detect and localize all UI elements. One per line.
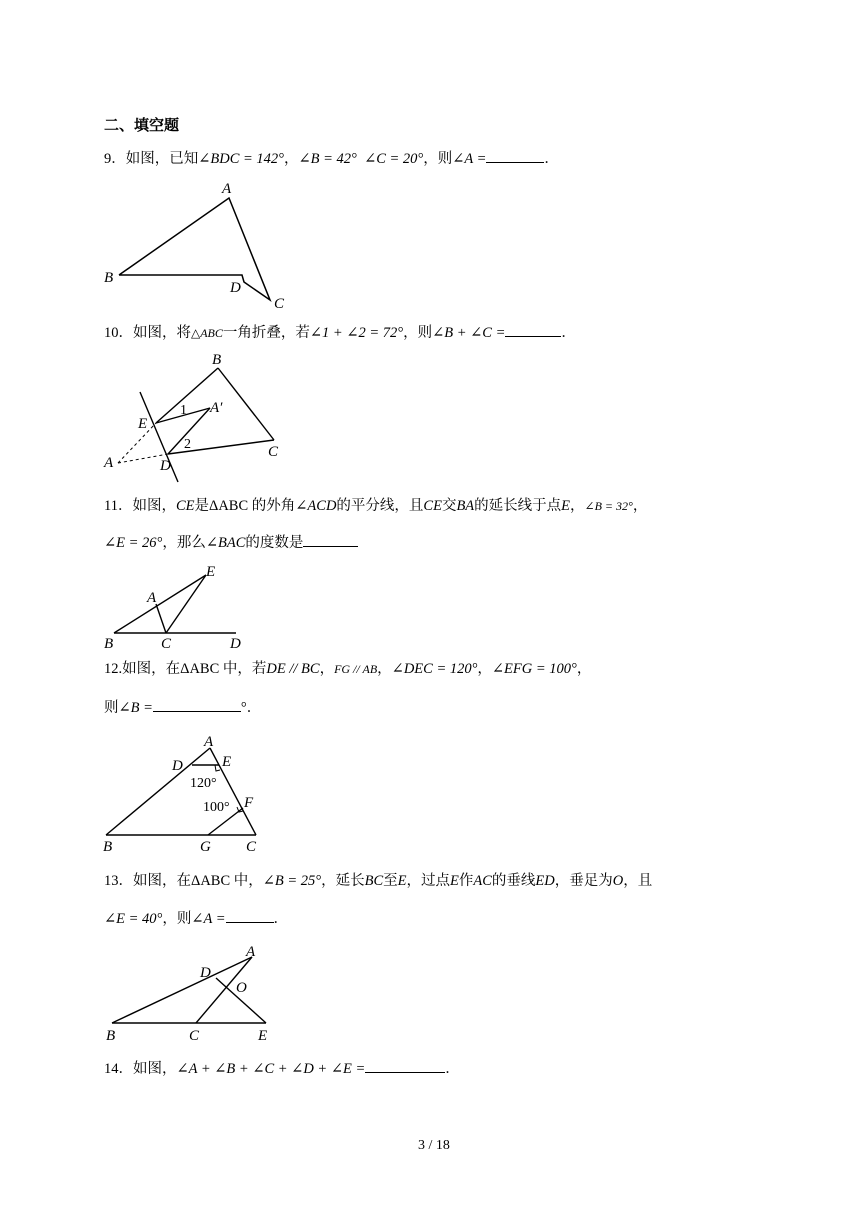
q12-line2-end: °．	[240, 700, 262, 716]
q13-prefix: 13．如图，在ΔABC 中，	[104, 873, 263, 889]
answer-blank[interactable]	[365, 1058, 445, 1073]
q9-prefix: 9．如图，已知	[104, 151, 199, 167]
q9-label-a: A	[222, 181, 232, 197]
q13-t7: ，且	[623, 873, 653, 889]
question-13-text-line2	[104, 908, 288, 929]
q10-label-2: 2	[184, 437, 191, 452]
q11-angle-b: ∠B = 32°	[584, 499, 633, 513]
q11-ce2: CE	[423, 498, 442, 514]
q12-angle-100: 100°	[203, 800, 230, 815]
q12-prefix: 12.如图，在ΔABC 中，若	[104, 661, 267, 677]
question-13-text	[104, 871, 652, 891]
q10-label-c: C	[268, 444, 279, 460]
q12-angle-efg: ∠EFG = 100°	[491, 661, 577, 677]
q13-line2-t: ，则	[162, 911, 192, 927]
q13-t2: 至	[383, 873, 398, 889]
q10-label-a: A	[104, 455, 114, 471]
q12-s3: ，	[477, 661, 492, 677]
q11-t3: 交	[441, 498, 457, 514]
q12-label-e: E	[222, 754, 232, 770]
q10-angle-bc: ∠B + ∠C =	[432, 325, 506, 341]
q11-label-b: B	[104, 636, 114, 652]
answer-blank[interactable]	[505, 322, 561, 337]
q11-angle-acd: ∠ACD	[295, 498, 337, 514]
q9-figure	[100, 178, 300, 313]
q12-angle-dec: ∠DEC = 120°	[391, 661, 478, 677]
q13-t4: 作	[458, 873, 474, 889]
q10-angle-sum: ∠1 + ∠2 = 72°	[309, 325, 404, 341]
answer-blank[interactable]	[153, 697, 241, 712]
q13-o: O	[612, 873, 624, 889]
q12-label-c: C	[246, 839, 257, 855]
q13-e2: E	[450, 873, 459, 889]
q13-ed: ED	[535, 873, 555, 889]
q11-label-a: A	[147, 590, 157, 606]
q14-end: ．	[445, 1061, 460, 1077]
q12-s4: ，	[576, 661, 592, 677]
q10-prefix: 10．如图，将	[104, 325, 191, 341]
q13-angle-e: ∠E = 40°	[104, 911, 163, 927]
q13-label-e: E	[258, 1028, 268, 1044]
q11-line2-t: ，那么	[162, 535, 206, 551]
question-12-text	[104, 659, 591, 679]
q12-label-b: B	[103, 839, 113, 855]
q11-t4: 的延长线于点	[474, 498, 562, 514]
q11-line2-end: 的度数是	[245, 535, 304, 551]
answer-blank[interactable]	[226, 908, 274, 923]
q12-label-a: A	[204, 734, 214, 750]
q10-label-1: 1	[180, 403, 187, 418]
q13-bc: BC	[364, 873, 384, 889]
q11-t6: ，	[632, 498, 648, 514]
question-10-text	[104, 322, 576, 343]
q11-t1: 是ΔABC 的外角	[194, 498, 296, 514]
q11-label-c: C	[161, 636, 172, 652]
answer-blank[interactable]	[486, 148, 544, 163]
q11-figure	[100, 562, 260, 652]
q11-label-d: D	[230, 636, 241, 652]
q12-label-g: G	[200, 839, 211, 855]
q9-sep1: ，	[283, 151, 299, 167]
q9-label-d: D	[230, 280, 241, 296]
q11-t5: ，	[570, 498, 585, 514]
q10-label-d: D	[160, 458, 171, 474]
q12-line2-pre: 则	[104, 700, 119, 716]
question-11-text-line2	[104, 532, 358, 553]
q13-label-d: D	[200, 965, 211, 981]
q12-de-parallel: DE // BC	[266, 661, 320, 677]
question-11-text	[104, 496, 647, 516]
q9-end: ．	[544, 151, 559, 167]
q9-mid: ，则	[423, 151, 453, 167]
section-title: 二、填空题	[104, 116, 180, 134]
q9-angle-bdc: ∠BDC = 142°	[198, 151, 284, 167]
q11-ce: CE	[175, 498, 195, 514]
q12-label-f: F	[244, 795, 254, 811]
q13-angle-a: ∠A =	[191, 911, 226, 927]
q13-ac: AC	[473, 873, 492, 889]
q12-figure	[100, 730, 270, 855]
q12-s1: ，	[319, 661, 335, 677]
answer-blank[interactable]	[303, 532, 358, 547]
q13-t1: ，延长	[321, 873, 365, 889]
q13-t6: ，垂足为	[554, 873, 613, 889]
q13-label-o: O	[236, 980, 247, 996]
q11-t2: 的平分线，且	[336, 498, 424, 514]
q10-mid2: ，则	[403, 325, 433, 341]
q11-angle-bac: ∠BAC	[205, 535, 246, 551]
q11-label-e: E	[206, 564, 216, 580]
question-14-text	[104, 1058, 460, 1079]
q14-prefix: 14．如图，	[104, 1061, 177, 1077]
q11-prefix: 11．如图，	[104, 498, 176, 514]
q12-s2: ，	[377, 661, 392, 677]
q10-triangle: △ABC	[191, 326, 223, 340]
question-9-text	[104, 148, 559, 169]
q13-e: E	[397, 873, 407, 889]
q9-label-c: C	[274, 296, 285, 312]
q10-mid1: 一角折叠，若	[222, 325, 310, 341]
question-12-text-line2	[104, 697, 261, 718]
q10-label-b: B	[212, 352, 222, 368]
q10-end: ．	[561, 325, 576, 341]
q9-angle-a: ∠A =	[452, 151, 487, 167]
page-number: 3 / 18	[418, 1138, 450, 1153]
q11-e: E	[561, 498, 571, 514]
q11-angle-e: ∠E = 26°	[104, 535, 163, 551]
q14-angle-sum: ∠A + ∠B + ∠C + ∠D + ∠E =	[176, 1061, 366, 1077]
q9-label-b: B	[104, 270, 114, 286]
q10-label-e: E	[138, 416, 148, 432]
q10-label-a-prime: A′	[210, 400, 223, 416]
q13-label-c: C	[189, 1028, 200, 1044]
q12-angle-b: ∠B =	[118, 700, 153, 716]
q13-angle-b: ∠B = 25°	[262, 873, 322, 889]
q13-line2-end: ．	[273, 911, 288, 927]
q9-angle-c: ∠C = 20°	[364, 151, 424, 167]
q13-t3: ，过点	[406, 873, 450, 889]
q12-fg-parallel: FG // AB	[334, 662, 378, 676]
q11-ba: BA	[456, 498, 475, 514]
q12-label-d: D	[172, 758, 183, 774]
q13-figure	[100, 940, 290, 1050]
q9-angle-b: ∠B = 42°	[298, 151, 357, 167]
q10-figure	[100, 350, 300, 485]
q12-angle-120: 120°	[190, 776, 217, 791]
q13-label-b: B	[106, 1028, 116, 1044]
q13-label-a: A	[246, 944, 256, 960]
q13-t5: 的垂线	[491, 873, 536, 889]
